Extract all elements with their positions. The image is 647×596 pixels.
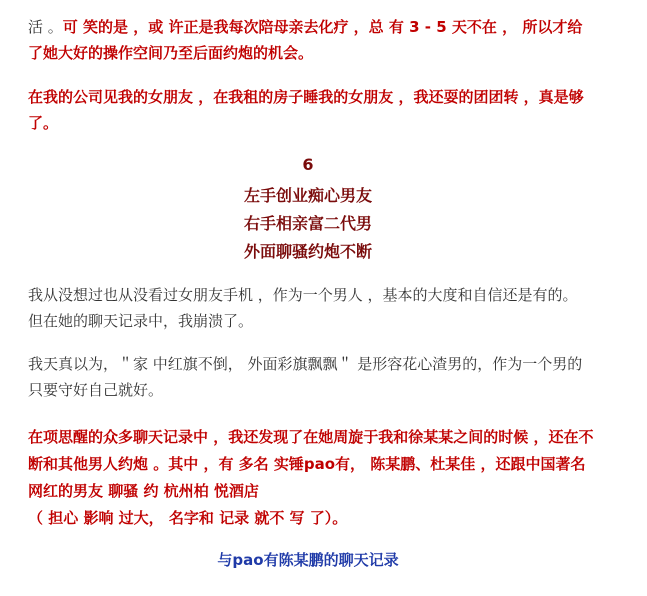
paragraph-5 bbox=[28, 424, 596, 532]
section-line-2: 右手相亲富二代男 bbox=[243, 214, 372, 233]
paragraph-3: 我从没想过也从没看过女朋友手机 ，作为一个男人 ，基本的大度和自信还是有的。但在她的聊天记录中，我崩溃了。 bbox=[28, 286, 578, 330]
paragraph-1-prefix: 活 。 bbox=[28, 18, 63, 36]
paragraph-1 bbox=[28, 14, 588, 66]
image-caption: 与pao有陈某鹏的聊天记录 bbox=[217, 551, 399, 569]
section-heading bbox=[28, 152, 588, 266]
section-number: 6 bbox=[302, 155, 314, 174]
section-line-3: 外面聊骚约炮不断 bbox=[243, 242, 372, 261]
paragraph-1-highlight: 可 笑的是 ，或 许正是我每次陪母亲去化疗 ，总 有 3 - 5 天不在 ， 所以才给了她大好的操作空间乃至后面约炮的机会。 bbox=[28, 18, 583, 62]
section-line-1: 左手创业痴心男友 bbox=[243, 186, 372, 205]
paragraph-4: 我天真以为，＂家 中红旗不倒， 外面彩旗飘飘＂ 是形容花心渣男的，作为一个男的只要守好自己就好。 bbox=[28, 355, 583, 399]
paragraph-5-note: （ 担心 影响 过大， 名字和 记录 就不 写 了）。 bbox=[28, 509, 348, 527]
paragraph-5-main: 在项思醒的众多聊天记录中 ，我还发现了在她周旋于我和徐某某之间的时候 ，还在不断和其他男人约炮 。其中 ，有 多名 实锤pao有， 陈某鹏、杜某佳 ，还跟中国著名网红的男友 聊骚 约 杭州柏 悦酒店 bbox=[28, 428, 594, 500]
paragraph-2: 在我的公司见我的女朋友 ，在我租的房子睡我的女朋友 ，我还耍的团团转 ，真是够了。 bbox=[28, 88, 584, 132]
